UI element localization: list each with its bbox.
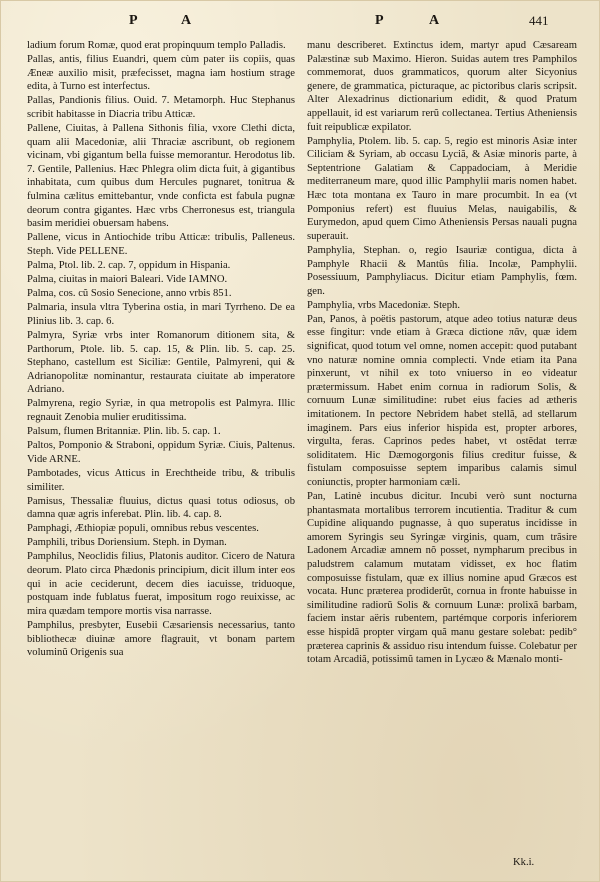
catchword-signature: Kk.i. bbox=[513, 857, 535, 868]
dictionary-entry: Pan, Panos, à poëtis pastorum, atque adeo totius naturæ deus esse fingitur: vnde etiam à Græca dictione πᾶν, quæ idem significat, quod totum vel omne, nomen accepit: quod putabant vno naturæ nomine omnia complecti. Vnde etiam ita Pana pinxerunt, vt nihil ex toto vniuerso in eo videatur prætermissum. Habet enim cornua in radiorum Solis, & cornuum Lunæ similitudine: rubet eius facies ad ætheris imitationem. In pectore Nebridem habet stellã, ad stellarum imaginem. Pars eius inferior hispida est, propter arbores, virgulta, feras. Caprinos pedes habet, vt ostẽdat terræ soliditatem. Hic Dæmogorgonis filius creditur fuisse, & fistulam composuisse septem imparibus calamis simul coniunctis, propter harmoniam cæli. bbox=[307, 313, 577, 488]
dictionary-entry: Pamphylia, Stephan. o, regio Isauriæ contigua, dicta à Pamphyle Rhacii & Mantûs filia. Incolæ, Pamphylii. Posessiuum, Pamphyliacus. Dicitur etiam Pamphylis, fœm. gen. bbox=[307, 244, 577, 297]
dictionary-entry: Palsum, flumen Britanniæ. Plin. lib. 5. cap. 1. bbox=[27, 426, 221, 438]
dictionary-entry: Palma, cos. cũ Sosio Senecione, anno vrbis 851. bbox=[27, 288, 232, 300]
dictionary-entry: Palmyrena, regio Syriæ, in qua metropolis est Palmyra. Illic regnauit Zenobia mulier eruditissima. bbox=[27, 398, 295, 424]
dictionary-entry: Paltos, Pomponio & Straboni, oppidum Syriæ. Ciuis, Paltenus. Vide ARNE. bbox=[27, 440, 295, 465]
dictionary-entry: Pamisus, Thessaliæ fluuius, dictus quasi totus odiosus, ob damna quæ agris inferebat. Plin. lib. 4. cap. 8. bbox=[27, 495, 295, 521]
header-letter-left-2: A bbox=[181, 13, 194, 28]
dictionary-entry: Pallas, Pandionis filius. Ouid. 7. Metamorph. Huc Stephanus scribit habitasse in Diacria tribu Atticæ. bbox=[27, 95, 295, 120]
dictionary-entry: Pallene, Ciuitas, à Pallena Sithonis filia, vxore Clethi dicta, quam alii Macedoniæ, alii Thraciæ ascribunt, ob regionem vicinam, vbi gigantum bella fuisse memorantur. Herodotus lib. 7. Gentile, Pallenius. Hæc Phlegra olim dicta fuit, à gigantibus inhabitata, cum quibus dum Hercules pugnaret, tonitrua & fulmina cælitus emittebantur, vnde confictа est fabula pugnæ deorum contra gigantes. Hæc vrbs Cherronesus est, triangula basim meridiei obuersam habens. bbox=[27, 123, 295, 230]
dictionary-entry: Palma, ciuitas in maiori Baleari. Vide IAMNO. bbox=[27, 274, 228, 286]
running-header bbox=[1, 13, 599, 39]
dictionary-entry: Pamphylia, Ptolem. lib. 5. cap. 5, regio est minoris Asiæ inter Ciliciam & Syriam, ab occasu Lyciã, & Asiæ minoris parte, à Septentrione Galatiam & Cappadociam, à Meridie mediterraneum mare, quod illic Pamphylii maris nomen habet. Hæc tota montana ex Tauro in mare procumbit. In ea (vt Pomponius refert) est fluuius Melas, nauigabilis, & Eurymedon, apud quem Cimo Atheniensis Persas nauali pugna superauit. bbox=[307, 135, 577, 242]
dictionary-entry: Pamphylia, vrbs Macedoniæ. Steph. bbox=[307, 299, 461, 311]
dictionary-entry: Pamphilus, presbyter, Eusebii Cæsariensis necessarius, tanto bibliothecæ diuinæ amore flagrauit, vt bonam partem voluminũ Origenis sua bbox=[27, 619, 295, 659]
header-letter-right-1: P bbox=[375, 13, 386, 28]
page-number: 441 bbox=[529, 13, 549, 28]
dictionary-entry: Palma, Ptol. lib. 2. cap. 7, oppidum in Hispania. bbox=[27, 260, 231, 271]
dictionary-entry: Pamphagi, Æthiopiæ populi, omnibus rebus vescentes. bbox=[27, 523, 259, 535]
dictionary-entry: Pamphilus, Neoclidis filius, Platonis auditor. Cicero de Natura deorum. Plato circa Phædonis principium, dicit illum inter eos qui in acie ceciderunt, decem dies iacuisse, triduoque, postquam inde fublatus fuerat, impositum rogo reuixisse, ac mira quædam tempore mortis visa narrasse. bbox=[27, 551, 295, 617]
header-letter-left-1: P bbox=[129, 13, 140, 28]
dictionary-entry: Pallene, vicus in Antiochide tribu Atticæ: tribulis, Palleneus. Steph. Vide PELLENE. bbox=[27, 232, 295, 257]
dictionary-entry: Pambotades, vicus Atticus in Erechtheide tribu, & tribulis similiter. bbox=[27, 467, 295, 493]
header-letter-right-2: A bbox=[429, 13, 442, 28]
right-column bbox=[307, 39, 577, 667]
dictionary-entry: Palmaria, insula vltra Tyberina ostia, in mari Tyrrheno. De ea Plinius lib. 3. cap. 6. bbox=[27, 302, 295, 327]
dictionary-entry: Pan, Latinè incubus dicitur. Incubi verò sunt nocturna phantasmata mortalibus terrorem incutientia. Traditur & cum Cupidine aliquando pugnasse, à quo superatus incidisse in amorem Syringis seu Syringæ virginis, quam, cum trãsire Ladonem Arcadiæ amnem nõ posset, nympharum precibus in paludstrem calamum mutatam vidisset, ex hoc flatim composuisse fistulam, quæ ex illius nomine apud Græcos est vocata. Hunc præterea prodiderũt, cornua in fronte habuisse in similitudine radiorũ Solis & cornuum Lunæ: prolixã barbam, faciem instar aëris rubentem, partémque corporis inferiorem esse hispidã propter virgam quã manu gestare solebat: pedib° præterea caprinis & assiduo risu intendum fuisse. Colebatur per totam Arcadiã, potissimũ tamen in Lycæo & Mænalo monti- bbox=[307, 491, 577, 666]
dictionary-entry: ladium forum Romæ, quod erat propinquum templo Palladis. bbox=[27, 40, 286, 51]
dictionary-entry: Palmyra, Syriæ vrbs inter Romanorum ditionem sita, & Parthorum, Ptole. lib. 5. cap. 15, & Plin. lib. 5. cap. 25. Stephano, castellum est Siciliæ: Gentile, Palmyreni, qui & Adrianopolitæ nominantur, restaurata ciuitate ab imperatore Adriano. bbox=[27, 329, 295, 396]
dictionary-entry: Pamphili, tribus Doriensium. Steph. in Dyman. bbox=[27, 537, 227, 549]
dictionary-entry: manu describeret. Extinctus idem, martyr apud Cæsaream Palæstinæ sub Maximo. Hieron. Suidas autem tres Pamphilos commemorat, duos grammaticos, quorum alter Sicyonius genere, de grammatica, picturaque, ac pictoribus claris scripsit. Alter Alexadrinus dictionarium edidit, & quod Pratum appellauit, id est variarum rerũ collectanea. Tertius Atheniensis fuit reipublicæ expilator. bbox=[307, 40, 577, 133]
dictionary-entry: Pallas, antis, filius Euandri, quem cùm pater iis copiis, quas Æneæ auxilio misit, præfecisset, magna iam hostium strage edita, à Turno est interfectus. bbox=[27, 54, 295, 93]
left-column bbox=[27, 39, 295, 660]
